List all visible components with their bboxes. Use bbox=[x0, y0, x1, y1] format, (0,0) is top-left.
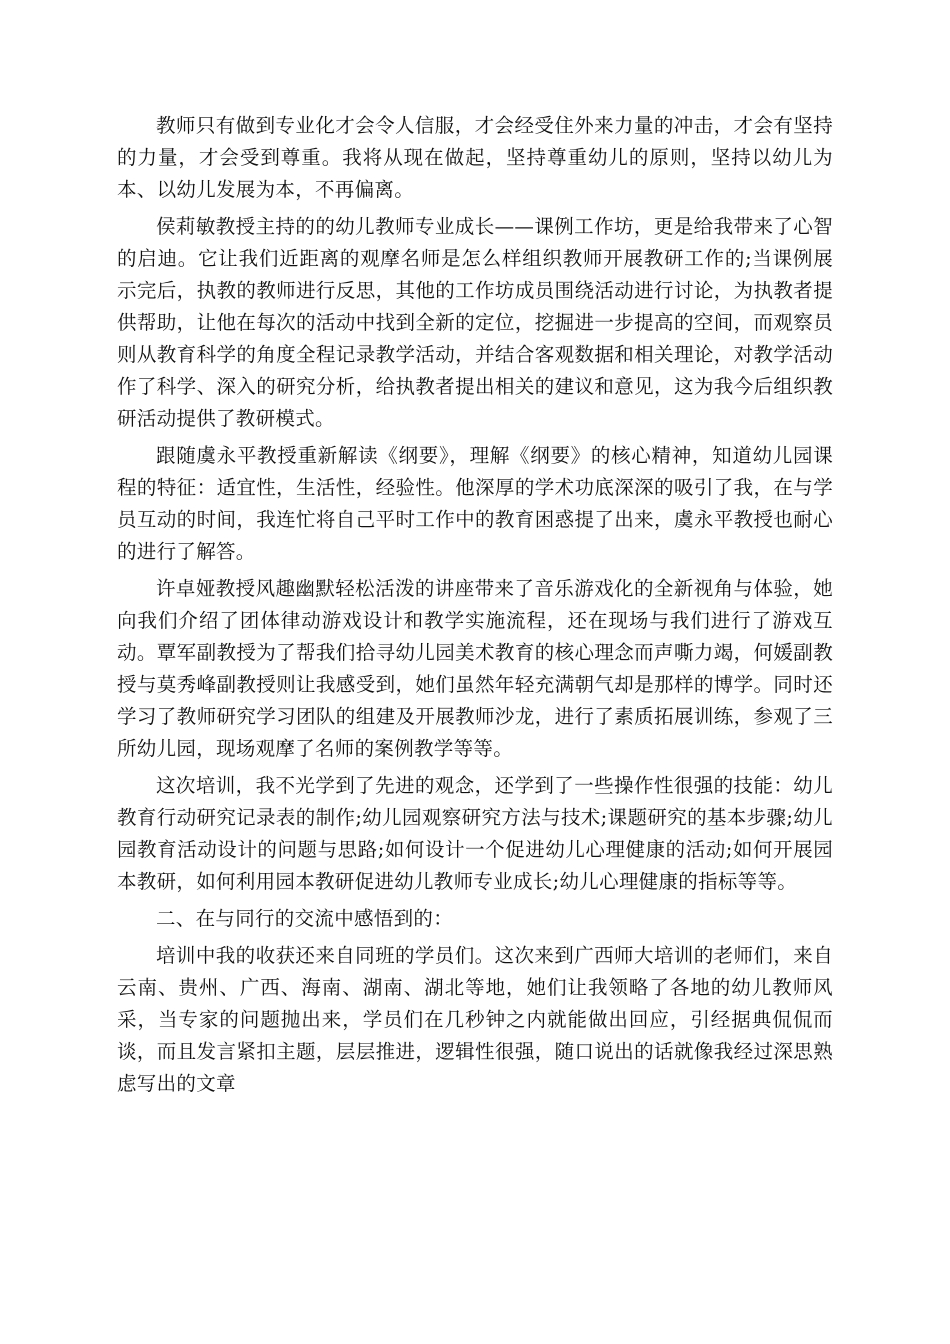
paragraph-classmates: 培训中我的收获还来自同班的学员们。这次来到广西师大培训的老师们，来自云南、贵州、广西、海南、湖南、湖北等地，她们让我领略了各地的幼儿教师风采，当专家的问题抛出来，学员们在几秒钟之内就能做出回应，引经据典侃侃而谈，而且发言紧扣主题，层层推进，逻辑性很强，随口说出的话就像我经过深思熟虑写出的文章 bbox=[117, 944, 833, 1095]
section-heading-peer-exchange: 二、在与同行的交流中感悟到的： bbox=[156, 907, 454, 930]
paragraph-lectures: 许卓娅教授风趣幽默轻松活泼的讲座带来了音乐游戏化的全新视角与体验，她向我们介绍了团体律动游戏设计和教学实施流程，还在现场与我们进行了游戏互动。覃军副教授为了帮我们拾寻幼儿园美术教育的核心理念而声嘶力竭，何媛副教授与莫秀峰副教授则让我感受到，她们虽然年轻充满朝气却是那样的博学。同时还学习了教师研究学习团队的组建及开展教师沙龙，进行了素质拓展训练，参观了三所幼儿园，现场观摩了名师的案例教学等等。 bbox=[117, 577, 833, 760]
paragraph-guidelines: 跟随虞永平教授重新解读《纲要》，理解《纲要》的核心精神，知道幼儿园课程的特征：适宜性，生活性，经验性。他深厚的学术功底深深的吸引了我，在与学员互动的时间，我连忙将自己平时工作中的教育困惑提了出来，虞永平教授也耐心的进行了解答。 bbox=[117, 444, 833, 563]
paragraph-skills: 这次培训，我不光学到了先进的观念，还学到了一些操作性很强的技能：幼儿教育行动研究记录表的制作;幼儿园观察研究方法与技术;课题研究的基本步骤;幼儿园教育活动设计的问题与思路;如何设计一个促进幼儿心理健康的活动;如何开展园本教研，如何利用园本教研促进幼儿教师专业成长;幼儿心理健康的指标等等。 bbox=[117, 774, 833, 893]
document-body bbox=[117, 110, 833, 1105]
paragraph-workshop: 侯莉敏教授主持的的幼儿教师专业成长——课例工作坊，更是给我带来了心智的启迪。它让我们近距离的观摩名师是怎么样组织教师开展教研工作的;当课例展示完后，执教的教师进行反思，其他的工作坊成员围绕活动进行讨论，为执教者提供帮助，让他在每次的活动中找到全新的定位，挖掘进一步提高的空间，而观察员则从教育科学的角度全程记录教学活动，并结合客观数据和相关理论，对教学活动作了科学、深入的研究分析，给执教者提出相关的建议和意见，这为我今后组织教研活动提供了教研模式。 bbox=[117, 215, 833, 430]
paragraph-professionalism: 教师只有做到专业化才会令人信服，才会经受住外来力量的冲击，才会有坚持的力量，才会受到尊重。我将从现在做起，坚持尊重幼儿的原则，坚持以幼儿为本、以幼儿发展为本，不再偏离。 bbox=[117, 114, 833, 201]
